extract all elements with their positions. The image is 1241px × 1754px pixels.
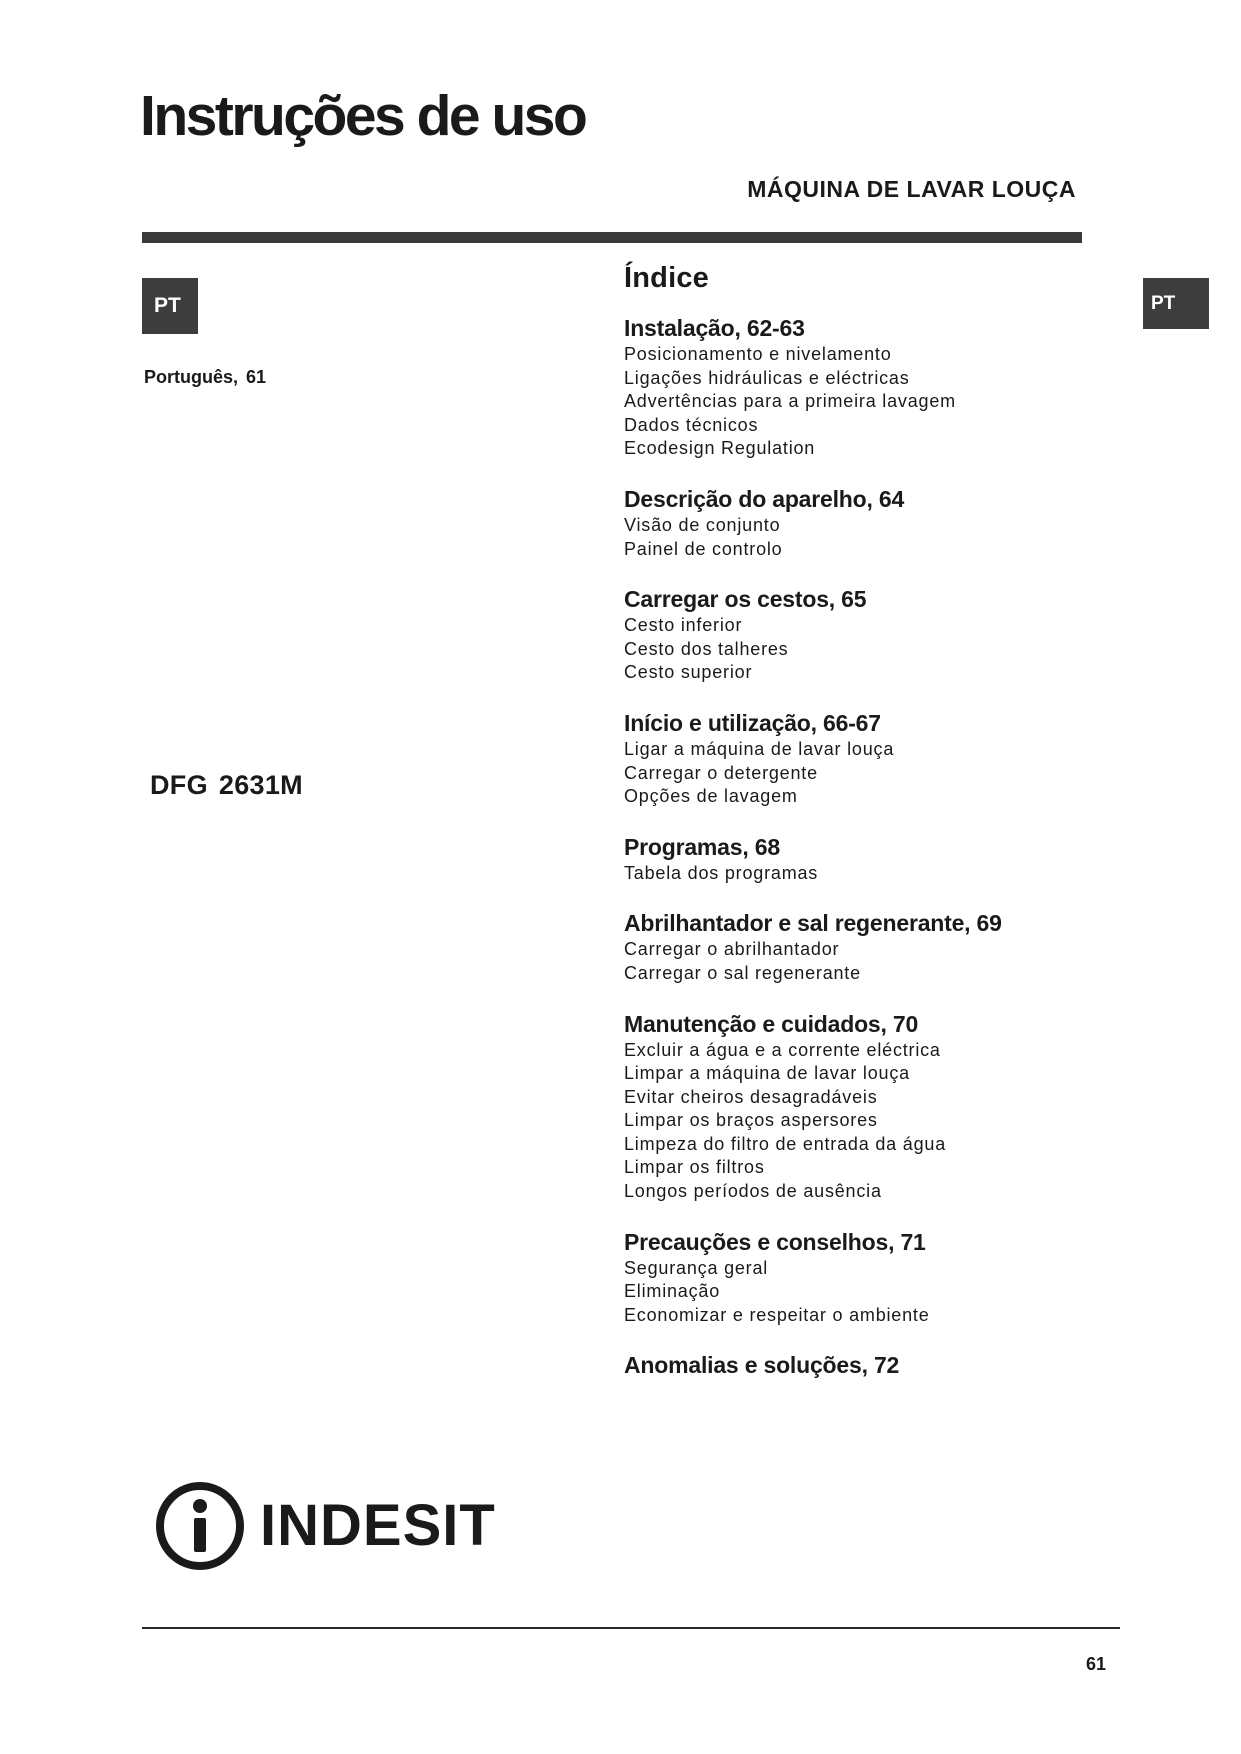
toc-subitem: Cesto superior [624,662,753,683]
toc-subitem: Segurança geral [624,1257,769,1278]
toc-subitem: Excluir a água e a corrente eléctrica [624,1039,941,1060]
toc-subitem: Limpar a máquina de lavar louça [624,1063,910,1084]
toc-subitem: Painel de controlo [624,538,783,559]
toc-section-title: Início e utilização, 66-67 [624,709,881,736]
toc-section-title: Manutenção e cuidados, 70 [624,1010,919,1037]
product-type-subtitle: MÁQUINA DE LAVAR LOUÇA [747,176,1076,202]
toc-subitem: Economizar e respeitar o ambiente [624,1304,930,1325]
toc-subitem: Evitar cheiros desagradáveis [624,1086,878,1107]
toc-subitem: Eliminação [624,1281,721,1302]
toc-subitem: Limpeza do filtro de entrada da água [624,1133,947,1154]
toc-section-title: Carregar os cestos, 65 [624,586,867,613]
toc-section [624,313,1184,461]
toc-section [624,708,1184,809]
language-page: 61 [246,367,267,387]
toc-section [624,584,1184,685]
toc-sections [624,313,1184,1380]
toc-subitem: Cesto inferior [624,615,743,636]
model-prefix: DFG [150,770,208,800]
header-divider-bar [142,232,1082,243]
brand-name: INDESIT [260,1493,496,1558]
toc-subitem: Tabela dos programas [624,862,819,883]
toc-subitem: Ligações hidráulicas e eléctricas [624,367,910,388]
toc-subitem: Longos períodos de ausência [624,1181,882,1202]
toc-section-title: Programas, 68 [624,833,780,860]
table-of-contents [624,262,1184,1403]
toc-section [624,832,1184,886]
model-number [150,770,303,801]
toc-subitem: Posicionamento e nivelamento [624,344,892,364]
language-tab-right: PT [1143,278,1209,329]
toc-subitem: Advertências para a primeira lavagem [624,391,956,412]
toc-section [624,1009,1184,1204]
language-label: Português, [144,367,239,387]
toc-subitem: Ecodesign Regulation [624,438,816,459]
language-entry [144,367,266,388]
toc-section-title: Instalação, 62-63 [624,315,805,341]
toc-subitem: Limpar os filtros [624,1157,765,1178]
toc-section-title: Anomalias e soluções, 72 [624,1352,900,1379]
toc-subitem: Opções de lavagem [624,786,798,807]
toc-subitem: Carregar o detergente [624,762,818,783]
indesit-i-logo-icon [154,1480,246,1572]
toc-section [624,484,1184,561]
toc-subitem: Limpar os braços aspersores [624,1110,878,1131]
model-code: 2631M [218,770,303,800]
toc-section-title: Abrilhantador e sal regenerante, 69 [624,910,1002,937]
toc-subitem: Carregar o sal regenerante [624,962,861,983]
toc-section-title: Descrição do aparelho, 64 [624,485,905,512]
toc-section [624,908,1184,985]
page-title: Instruções de uso [140,84,586,148]
toc-section [624,1350,1184,1380]
toc-subitem: Visão de conjunto [624,514,781,535]
toc-subitem: Dados técnicos [624,414,759,435]
toc-subitem: Carregar o abrilhantador [624,939,840,960]
page-number: 61 [1085,1654,1106,1674]
toc-section-title: Precauções e conselhos, 71 [624,1228,926,1255]
toc-heading: Índice [624,262,709,294]
toc-section [624,1227,1184,1328]
language-tab-left: PT [142,278,198,334]
brand-logo [154,1480,496,1572]
footer-divider [142,1627,1120,1629]
toc-subitem: Ligar a máquina de lavar louça [624,738,895,759]
toc-subitem: Cesto dos talheres [624,638,789,659]
